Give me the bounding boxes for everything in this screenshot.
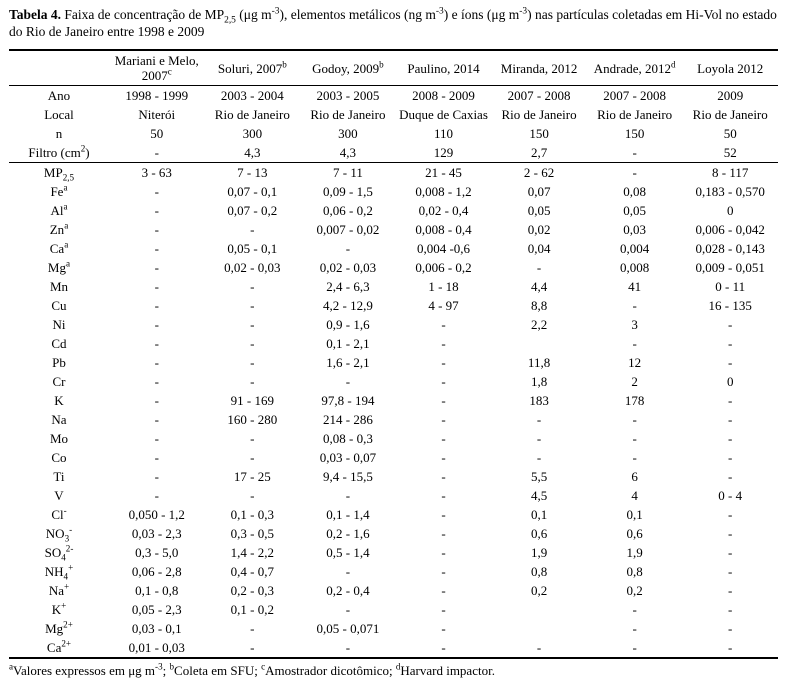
table-row bbox=[9, 391, 778, 410]
table-cell: - bbox=[441, 488, 446, 503]
table-cell: 0 bbox=[726, 203, 734, 218]
table-cell: 8 - 117 bbox=[712, 165, 749, 180]
table-cell: 0 - 11 bbox=[715, 279, 746, 294]
table-cell: 17 - 25 bbox=[233, 469, 271, 484]
row-label: $NO_3^-$ bbox=[45, 524, 73, 543]
table-cell: - bbox=[632, 431, 637, 446]
table-cell: - bbox=[728, 507, 733, 522]
table-cell: 0,05 bbox=[623, 203, 647, 218]
table-cell: - bbox=[536, 431, 542, 446]
table-cell: 1,4 - 2,2 bbox=[230, 545, 274, 560]
study-header: Soluri, 2007$^b$ bbox=[205, 50, 301, 86]
table-cell: - bbox=[250, 298, 255, 313]
table-cell: - bbox=[441, 526, 446, 541]
table-row bbox=[9, 467, 778, 486]
table-cell: 0,05 bbox=[527, 203, 551, 218]
table-cell: - bbox=[250, 355, 255, 370]
table-cell: 0,5 - 1,4 bbox=[326, 545, 370, 560]
table-cell: 2 - 62 bbox=[523, 165, 555, 180]
table-cell: - bbox=[250, 431, 255, 446]
study-header: Loyola 2012 bbox=[682, 50, 778, 86]
table-cell: 2003 - 2004 bbox=[220, 88, 284, 103]
table-row bbox=[9, 372, 778, 391]
info-row bbox=[9, 143, 778, 163]
table-cell: 214 - 286 bbox=[322, 412, 373, 427]
study-header: Godoy, 2009$^b$ bbox=[300, 50, 396, 86]
corner-cell bbox=[9, 50, 109, 86]
table-row bbox=[9, 239, 778, 258]
table-cell: 7 - 11 bbox=[332, 165, 363, 180]
row-label: n bbox=[55, 126, 63, 141]
table-cell: - bbox=[728, 602, 733, 617]
table-cell: 0,07 - 0,2 bbox=[227, 203, 278, 218]
table-cell: 4,4 bbox=[530, 279, 548, 294]
table-cell: - bbox=[728, 469, 733, 484]
row-label: K bbox=[54, 393, 64, 408]
info-section bbox=[9, 86, 778, 163]
table-cell: Rio de Janeiro bbox=[597, 107, 673, 122]
row-label: Mn bbox=[49, 279, 69, 294]
table-cell: 0,06 - 2,8 bbox=[131, 564, 182, 579]
table-cell: - bbox=[345, 640, 351, 655]
table-cell: 3 bbox=[631, 317, 638, 332]
table-cell: - bbox=[728, 545, 733, 560]
table-row bbox=[9, 543, 778, 562]
table-cell: - bbox=[728, 412, 733, 427]
info-row bbox=[9, 86, 778, 106]
table-cell: 12 bbox=[628, 355, 642, 370]
table-cell: - bbox=[154, 431, 159, 446]
table-cell: - bbox=[441, 450, 446, 465]
table-cell: 0,6 bbox=[530, 526, 548, 541]
table-cell: 2009 bbox=[717, 88, 744, 103]
table-cell: - bbox=[728, 393, 733, 408]
table-cell: 150 bbox=[624, 126, 645, 141]
table-cell: - bbox=[154, 241, 159, 256]
row-label: V bbox=[54, 488, 64, 503]
table-cell: 0,1 - 0,3 bbox=[230, 507, 274, 522]
table-cell: 160 - 280 bbox=[227, 412, 278, 427]
table-cell: - bbox=[441, 412, 446, 427]
table-cell: 0,2 bbox=[530, 583, 548, 598]
table-cell: - bbox=[441, 602, 446, 617]
table-row bbox=[9, 638, 778, 658]
table-cell: 4,5 bbox=[530, 488, 548, 503]
table-cell: 2008 - 2009 bbox=[412, 88, 475, 103]
table-cell: - bbox=[154, 260, 159, 275]
table-caption bbox=[9, 6, 778, 40]
table-cell: - bbox=[154, 488, 159, 503]
table-cell: 52 bbox=[682, 143, 778, 163]
table-cell: - bbox=[154, 298, 159, 313]
table-row bbox=[9, 505, 778, 524]
table-cell: 0,06 - 0,2 bbox=[322, 203, 373, 218]
table-cell: 50 bbox=[150, 126, 164, 141]
table-cell: - bbox=[345, 564, 351, 579]
row-label: Mg$^a$ bbox=[47, 258, 71, 275]
table-cell: Rio de Janeiro bbox=[214, 107, 290, 122]
table-cell: - bbox=[632, 621, 637, 636]
table-cell: - bbox=[154, 203, 159, 218]
table-cell: - bbox=[154, 184, 159, 199]
table-cell: 0 bbox=[726, 374, 734, 389]
table-cell: - bbox=[154, 469, 159, 484]
table-cell: - bbox=[441, 374, 446, 389]
table-row bbox=[9, 296, 778, 315]
table-cell: 0,04 bbox=[527, 241, 551, 256]
table-cell: - bbox=[632, 298, 637, 313]
row-label: Na bbox=[51, 412, 67, 427]
table-cell: 0,1 - 2,1 bbox=[326, 336, 370, 351]
row-label: Ca$^a$ bbox=[49, 239, 69, 256]
table-cell: 0,03 - 2,3 bbox=[131, 526, 182, 541]
table-cell: 0,8 bbox=[530, 564, 548, 579]
table-row bbox=[9, 448, 778, 467]
table-cell: 21 - 45 bbox=[425, 165, 462, 180]
row-label: Cd bbox=[51, 336, 67, 351]
table-cell: - bbox=[345, 488, 351, 503]
table-cell: 0,09 - 1,5 bbox=[322, 184, 373, 199]
table-cell: 0,2 - 1,6 bbox=[326, 526, 370, 541]
table-cell: 0,1 bbox=[530, 507, 548, 522]
table-cell: 0,02 - 0,4 bbox=[418, 203, 469, 218]
table-cell: 4,3 bbox=[205, 143, 301, 163]
row-label: $NH_4^+$ bbox=[44, 562, 74, 581]
table-cell: 2 bbox=[631, 374, 638, 389]
info-row bbox=[9, 105, 778, 124]
table-cell: - bbox=[154, 393, 159, 408]
table-cell: - bbox=[728, 564, 733, 579]
table-cell: 0,007 - 0,02 bbox=[316, 222, 380, 237]
table-cell: 16 - 135 bbox=[708, 298, 752, 313]
table-cell: - bbox=[154, 412, 159, 427]
table-cell: 0,3 - 5,0 bbox=[135, 545, 179, 560]
table-row bbox=[9, 220, 778, 239]
row-label: Co bbox=[51, 450, 67, 465]
table-cell: - bbox=[587, 143, 683, 163]
row-label: K+ bbox=[51, 600, 67, 617]
table-cell: 4,3 bbox=[300, 143, 396, 163]
table-cell: 1,8 bbox=[530, 374, 548, 389]
table-cell: Duque de Caxias bbox=[399, 107, 488, 122]
table-cell: - bbox=[154, 279, 159, 294]
row-label: $MP_{2,5}$ bbox=[43, 165, 75, 182]
table-cell: - bbox=[441, 545, 446, 560]
row-label: Cl- bbox=[51, 505, 67, 522]
table-row bbox=[9, 429, 778, 448]
table-cell: 7 - 13 bbox=[237, 165, 268, 180]
row-label: Al$^a$ bbox=[50, 201, 68, 218]
row-label: $Ca^{2+}$ bbox=[46, 638, 72, 655]
table-cell: - bbox=[345, 241, 351, 256]
table-cell: - bbox=[441, 507, 446, 522]
table-cell bbox=[491, 600, 587, 619]
table-cell: 0,07 - 0,1 bbox=[227, 184, 278, 199]
table-cell: - bbox=[154, 336, 159, 351]
table-cell: 8,8 bbox=[530, 298, 548, 313]
table-row bbox=[9, 163, 778, 183]
table-cell: 0,028 - 0,143 bbox=[695, 241, 765, 256]
table-cell: 0,05 - 2,3 bbox=[131, 602, 182, 617]
table-cell: - bbox=[250, 222, 255, 237]
table-cell: 0,03 - 0,07 bbox=[319, 450, 377, 465]
table-cell: 0,008 bbox=[620, 260, 650, 275]
table-cell: 0,9 - 1,6 bbox=[326, 317, 370, 332]
table-cell: 0,050 - 1,2 bbox=[128, 507, 185, 522]
table-cell: 0,006 - 0,042 bbox=[695, 222, 765, 237]
row-label: Ni bbox=[52, 317, 66, 332]
table-cell: 41 bbox=[628, 279, 642, 294]
table-caption-label: Tabela 4. bbox=[9, 7, 62, 22]
table-cell: 0,004 -0,6 bbox=[416, 241, 471, 256]
row-label: $SO_4^{2-}$ bbox=[44, 543, 74, 562]
table-cell: 0,1 - 1,4 bbox=[326, 507, 370, 522]
table-row bbox=[9, 201, 778, 220]
table-cell: 0,3 - 0,5 bbox=[230, 526, 274, 541]
table-cell: 183 bbox=[529, 393, 549, 408]
table-cell: - bbox=[441, 431, 446, 446]
table-cell: 110 bbox=[433, 126, 453, 141]
table-row bbox=[9, 182, 778, 201]
table-cell: 1,9 bbox=[626, 545, 643, 560]
table-cell: 4 bbox=[631, 488, 638, 503]
table-cell: 0,004 bbox=[620, 241, 650, 256]
table-cell: - bbox=[632, 450, 637, 465]
row-label: Na+ bbox=[48, 581, 70, 598]
table-cell: - bbox=[632, 412, 637, 427]
table-cell: 11,8 bbox=[527, 355, 551, 370]
table-cell: 6 bbox=[631, 469, 638, 484]
table-cell: - bbox=[728, 317, 733, 332]
table-cell: - bbox=[154, 355, 159, 370]
table-cell: 5,5 bbox=[530, 469, 548, 484]
table-row bbox=[9, 600, 778, 619]
table-cell: 0,02 - 0,03 bbox=[224, 260, 281, 275]
table-caption-text: Faixa de concentração de $MP_{2,5}$ (μg $m^{-3}$), elementos metálicos (ng $m^{-3}$) e íons (μg $m^{-3}$) nas partículas coletadas em Hi-Vol no estado do Rio de Janeiro entre 1998 e 2009 bbox=[9, 6, 777, 39]
table-cell: - bbox=[441, 640, 446, 655]
table-cell: 9,4 - 15,5 bbox=[322, 469, 373, 484]
table-cell: 3 - 63 bbox=[141, 165, 172, 180]
table-cell: 0,03 - 0,1 bbox=[131, 621, 182, 636]
table-cell: - bbox=[250, 488, 255, 503]
table-cell: - bbox=[536, 412, 542, 427]
row-label: Ano bbox=[47, 88, 71, 103]
table-cell: - bbox=[441, 583, 446, 598]
table-cell: 0,1 - 0,2 bbox=[230, 602, 274, 617]
table-cell: - bbox=[728, 640, 733, 655]
table-cell: 0,009 - 0,051 bbox=[695, 260, 765, 275]
table-cell: - bbox=[632, 640, 637, 655]
table-cell: - bbox=[250, 374, 255, 389]
footnote: $^a$Valores expressos em μg $m^{-3}$; $^b$Coleta em SFU; $^c$Amostrador dicotômico; $^d$Harvard impactor. bbox=[9, 661, 495, 678]
study-header: Mariani e Melo, 2007$^c$ bbox=[109, 50, 205, 86]
table-cell: - bbox=[728, 583, 733, 598]
row-label: Zn$^a$ bbox=[49, 220, 69, 237]
table-cell: - bbox=[154, 222, 159, 237]
table-cell: - bbox=[441, 317, 446, 332]
table-row bbox=[9, 410, 778, 429]
table-row bbox=[9, 486, 778, 505]
table-cell: 2,7 bbox=[491, 143, 587, 163]
table-cell: Rio de Janeiro bbox=[310, 107, 386, 122]
row-label: Pb bbox=[52, 355, 66, 370]
table-cell: - bbox=[441, 469, 446, 484]
table-row bbox=[9, 277, 778, 296]
row-label: Local bbox=[44, 107, 74, 122]
table-cell: - bbox=[728, 336, 733, 351]
table-row bbox=[9, 581, 778, 600]
study-header: Miranda, 2012 bbox=[491, 50, 587, 86]
table-cell: 0,01 - 0,03 bbox=[128, 640, 185, 655]
table-cell: - bbox=[536, 260, 542, 275]
table-cell: 0,08 - 0,3 bbox=[322, 431, 373, 446]
table-cell: - bbox=[154, 374, 159, 389]
table-cell: Rio de Janeiro bbox=[692, 107, 768, 122]
table-cell: - bbox=[728, 526, 733, 541]
table-cell: 1,9 bbox=[530, 545, 548, 560]
table-cell: 0,8 bbox=[626, 564, 643, 579]
table-cell: - bbox=[441, 564, 446, 579]
table-cell bbox=[491, 334, 587, 353]
table-cell: - bbox=[632, 336, 637, 351]
table-cell: 0,02 - 0,03 bbox=[319, 260, 377, 275]
table-row bbox=[9, 258, 778, 277]
table-cell: 1 - 18 bbox=[428, 279, 459, 294]
table-cell: 0,008 - 0,4 bbox=[415, 222, 472, 237]
row-label: Fe$^a$ bbox=[50, 182, 68, 199]
study-header: Andrade, 2012$^d$ bbox=[587, 50, 683, 86]
table-cell: - bbox=[441, 621, 446, 636]
table-cell: - bbox=[536, 450, 542, 465]
studies-header-row bbox=[9, 50, 778, 86]
table-cell: 97,8 - 194 bbox=[321, 393, 375, 408]
table-cell: - bbox=[250, 640, 255, 655]
table-cell: - bbox=[728, 431, 733, 446]
table-cell: 0,1 bbox=[626, 507, 643, 522]
table-cell: 0,4 - 0,7 bbox=[230, 564, 274, 579]
table-cell bbox=[491, 619, 587, 638]
table-cell: 300 bbox=[242, 126, 263, 141]
table-cell: 0,2 - 0,4 bbox=[326, 583, 370, 598]
table-cell: 50 bbox=[723, 126, 737, 141]
table-row bbox=[9, 524, 778, 543]
table-cell: 0 - 4 bbox=[718, 488, 743, 503]
table-cell: - bbox=[728, 450, 733, 465]
table-cell: 4 - 97 bbox=[428, 298, 459, 313]
row-label: Filtro $(cm^2)$ bbox=[9, 143, 109, 163]
table-cell: 129 bbox=[396, 143, 492, 163]
data-table bbox=[9, 49, 778, 659]
table-cell: - bbox=[109, 143, 205, 163]
table-cell: 0,6 bbox=[626, 526, 643, 541]
table-cell: 0,006 - 0,2 bbox=[415, 260, 472, 275]
table-cell: 1998 - 1999 bbox=[125, 88, 189, 103]
table-cell: - bbox=[154, 450, 159, 465]
table-cell: 91 - 169 bbox=[230, 393, 274, 408]
table-cell: Niterói bbox=[138, 107, 176, 122]
table-row bbox=[9, 619, 778, 638]
table-cell: - bbox=[441, 393, 446, 408]
table-cell: 2007 - 2008 bbox=[603, 88, 667, 103]
table-cell: 2,2 bbox=[530, 317, 548, 332]
data-section bbox=[9, 163, 778, 659]
table-cell: - bbox=[250, 317, 255, 332]
table-cell: - bbox=[728, 355, 733, 370]
row-label: $Mg^{2+}$ bbox=[45, 619, 73, 636]
table-cell: 2003 - 2005 bbox=[316, 88, 380, 103]
table-cell: 1,6 - 2,1 bbox=[326, 355, 370, 370]
table-cell: - bbox=[345, 602, 351, 617]
table-cell: - bbox=[441, 336, 446, 351]
table-cell: - bbox=[250, 621, 255, 636]
table-cell: 300 bbox=[338, 126, 358, 141]
table-row bbox=[9, 562, 778, 581]
table-cell: - bbox=[441, 355, 446, 370]
row-label: Mo bbox=[49, 431, 69, 446]
table-cell: 2,4 - 6,3 bbox=[326, 279, 370, 294]
table-row bbox=[9, 353, 778, 372]
table-cell: 0,1 - 0,8 bbox=[135, 583, 179, 598]
table-cell: 0,02 bbox=[527, 222, 551, 237]
table-cell: 0,008 - 1,2 bbox=[415, 184, 472, 199]
table-cell: 0,05 - 0,1 bbox=[227, 241, 278, 256]
table-cell: - bbox=[728, 621, 733, 636]
row-label: Cr bbox=[52, 374, 66, 389]
table-cell: Rio de Janeiro bbox=[501, 107, 577, 122]
row-label: Ti bbox=[53, 469, 65, 484]
table-cell: - bbox=[250, 450, 255, 465]
table-row bbox=[9, 334, 778, 353]
table-cell: 4,2 - 12,9 bbox=[322, 298, 373, 313]
info-row bbox=[9, 124, 778, 143]
table-cell: 150 bbox=[529, 126, 549, 141]
table-cell: 0,05 - 0,071 bbox=[316, 621, 380, 636]
table-cell: 0,2 - 0,3 bbox=[230, 583, 274, 598]
table-cell: - bbox=[345, 374, 351, 389]
table-cell: 0,07 bbox=[527, 184, 551, 199]
table-cell: 0,03 bbox=[623, 222, 647, 237]
study-header: Paulino, 2014 bbox=[396, 50, 492, 86]
table-cell: - bbox=[250, 336, 255, 351]
table-cell: - bbox=[632, 165, 637, 180]
table-cell: - bbox=[154, 317, 159, 332]
table-cell: 0,2 bbox=[626, 583, 643, 598]
table-cell: 2007 - 2008 bbox=[507, 88, 571, 103]
table-row bbox=[9, 315, 778, 334]
table-cell: 0,183 - 0,570 bbox=[695, 184, 765, 199]
table-cell: 178 bbox=[624, 393, 645, 408]
table-cell: - bbox=[536, 640, 542, 655]
row-label: Cu bbox=[51, 298, 67, 313]
table-cell: - bbox=[250, 279, 255, 294]
table-cell: 0,08 bbox=[623, 184, 647, 199]
table-cell: - bbox=[632, 602, 637, 617]
